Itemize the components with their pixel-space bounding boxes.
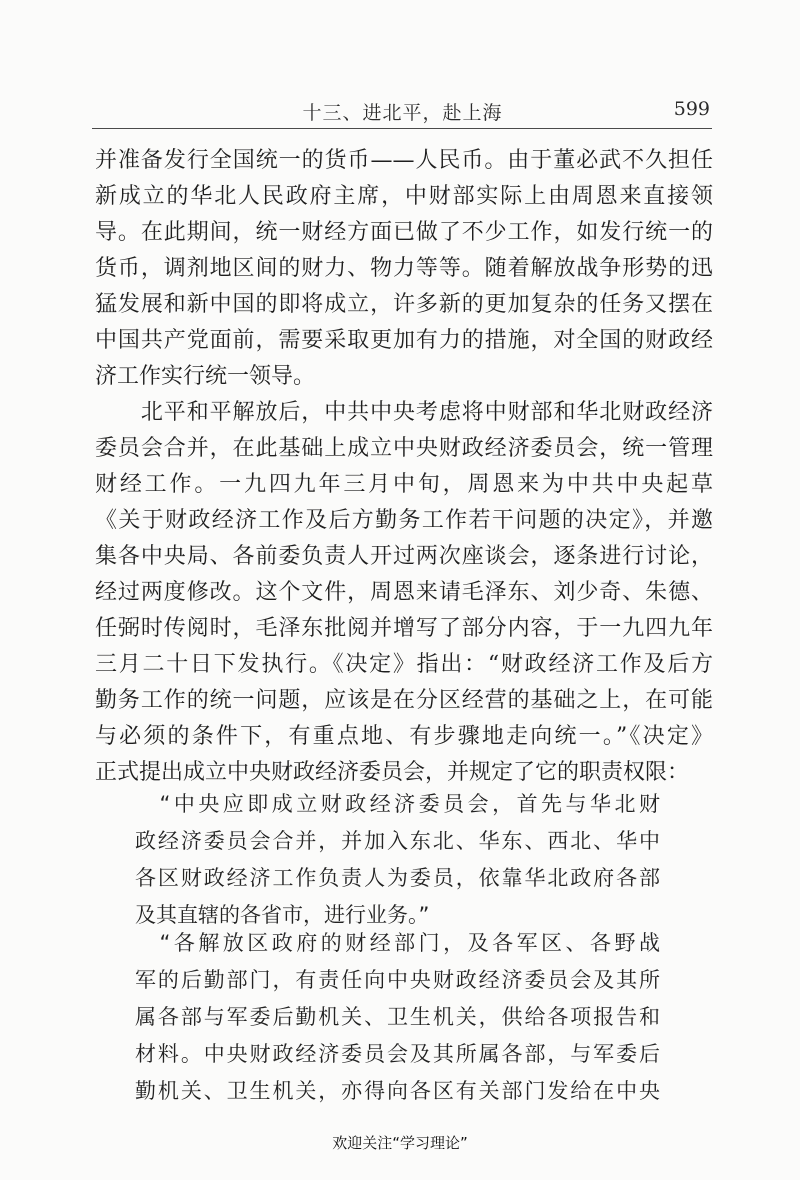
text-line: 任弼时传阅时，毛泽东批阅并增写了部分内容，于一九四九年 [95, 616, 713, 641]
quote-line: “各解放区政府的财经部门，及各军区、各野战 [135, 931, 660, 955]
text-line: 北平和平解放后，中共中央考虑将中财部和华北财政经济 [95, 400, 713, 425]
text-line: 货币，调剂地区间的财力、物力等等。随着解放战争形势的迅 [95, 256, 713, 281]
quote-line: 属各部与军委后勤机关、卫生机关，供给各项报告和 [135, 1005, 660, 1029]
chapter-title: 十三、进北平，赴上海 [302, 102, 503, 124]
quote-line: 政经济委员会合并，并加入东北、华东、西北、华中 [135, 829, 660, 853]
text-line: 三月二十日下发执行。《决定》指出：“财政经济工作及后方 [95, 652, 713, 677]
paragraph-1 [95, 143, 713, 395]
text-line: 经过两度修改。这个文件，周恩来请毛泽东、刘少奇、朱德、 [95, 580, 713, 605]
quote-line: 各区财政经济工作负责人为委员，依靠华北政府各部 [135, 866, 660, 890]
text-line: 中国共产党面前，需要采取更加有力的措施，对全国的财政经 [95, 328, 713, 353]
running-header [95, 98, 710, 128]
text-line: 委员会合并，在此基础上成立中央财政经济委员会，统一管理 [95, 436, 713, 461]
quote-line: 军的后勤部门，有责任向中央财政经济委员会及其所 [135, 968, 660, 992]
text-line: 勤务工作的统一问题，应该是在分区经营的基础之上，在可能 [95, 688, 713, 713]
text-line: 财经工作。一九四九年三月中旬，周恩来为中共中央起草 [95, 472, 713, 497]
text-line: 集各中央局、各前委负责人开过两次座谈会，逐条进行讨论， [95, 544, 713, 569]
text-line: 《关于财政经济工作及后方勤务工作若干问题的决定》，并邀 [95, 508, 713, 533]
text-line: 猛发展和新中国的即将成立，许多新的更加复杂的任务又摆在 [95, 292, 713, 317]
body-text [95, 143, 713, 791]
quote-line: 材料。中央财政经济委员会及其所属各部，与军委后 [135, 1042, 660, 1066]
text-line: 新成立的华北人民政府主席，中财部实际上由周恩来直接领 [95, 184, 713, 209]
footer-caption: 欢迎关注“学习理论” [332, 1134, 468, 1152]
text-line: 导。在此期间，统一财经方面已做了不少工作，如发行统一的 [95, 220, 713, 245]
quote-line: “中央应即成立财政经济委员会，首先与华北财 [135, 792, 660, 816]
header-divider [92, 128, 712, 129]
quote-line: 及其直辖的各省市，进行业务。” [135, 903, 430, 927]
text-line: 正式提出成立中央财政经济委员会，并规定了它的职责权限： [95, 760, 690, 785]
text-line: 并准备发行全国统一的货币——人民币。由于董必武不久担任 [95, 148, 713, 173]
quote-block-2 [135, 925, 660, 1110]
text-line: 与必须的条件下，有重点地、有步骤地走向统一。”《决定》 [95, 724, 713, 749]
paragraph-2 [95, 395, 713, 791]
text-line: 济工作实行统一领导。 [95, 364, 316, 389]
quote-line: 勤机关、卫生机关，亦得向各区有关部门发给在中央 [135, 1079, 660, 1103]
quote-block-1 [135, 786, 660, 934]
page-number: 599 [673, 98, 710, 120]
